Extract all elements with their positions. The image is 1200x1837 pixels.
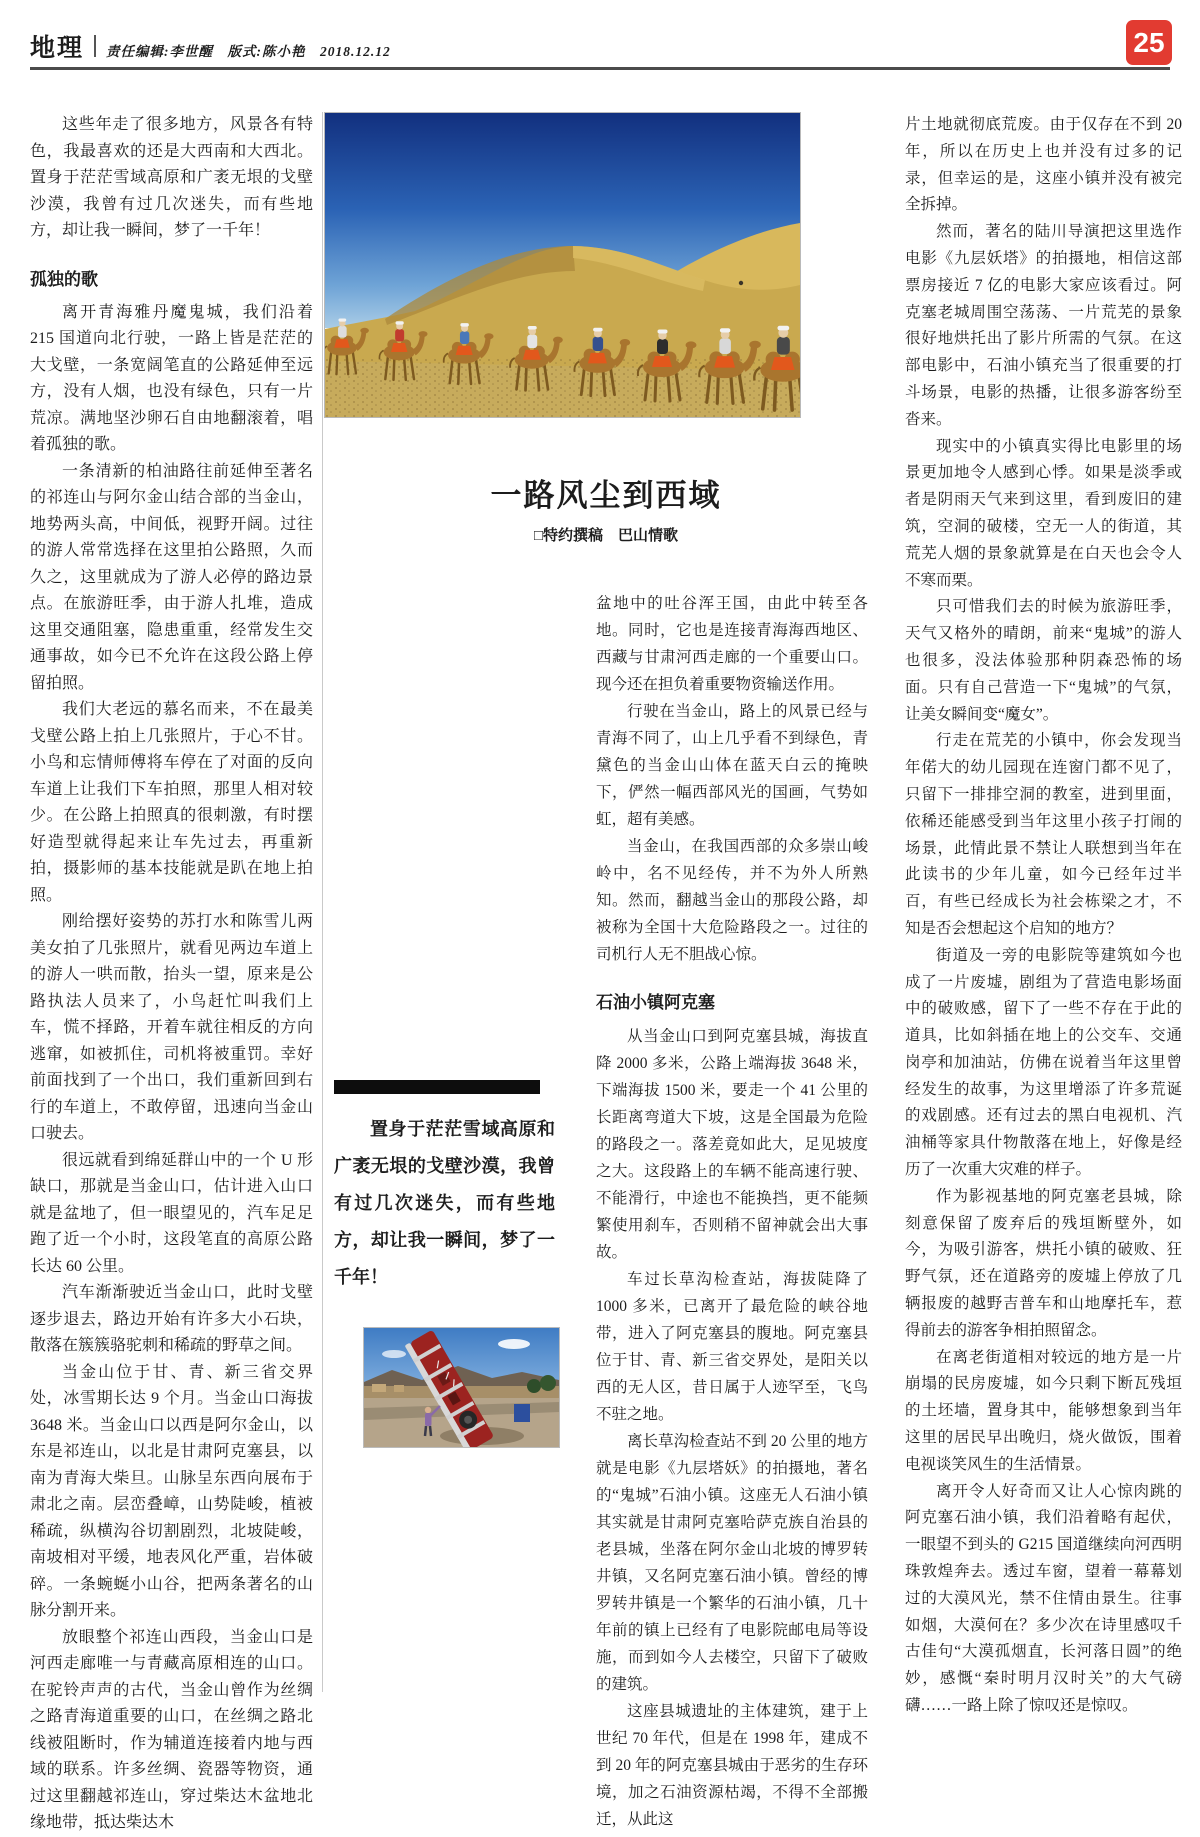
paragraph: 作为影视基地的阿克塞老县城，除刻意保留了废弃后的残垣断壁外，如今，为吸引游客，烘托小镇的破败、狂野气氛，还在道路旁的废墟上停放了几辆报废的越野吉普车和山地摩托车，惹得前去的游客争相拍照留念。 xyxy=(905,1187,1182,1339)
paragraph: 车过长草沟检查站，海拔陡降了 1000 多米，已离开了最危险的峡谷地带，进入了阿克塞县的腹地。阿克塞县位于甘、青、新三省交界处，是阳关以西的无人区，昔日属于人迹罕至，飞鸟不驻之地。 xyxy=(596,1271,868,1423)
paragraph: 离开青海雅丹魔鬼城，我们沿着 215 国道向北行驶，一路上皆是茫茫的大戈壁，一条宽阔笔直的公路延伸至远方，没有人烟，也没有绿色，只有一片荒凉。满地坚沙卵石自由地翻滚着，唱着孤独的歌。 xyxy=(30,303,313,453)
paragraph: 只可惜我们去的时候为旅游旺季，天气又格外的晴朗，前来“鬼城”的游人也很多，没法体验那种阴森恐怖的场面。只有自己营造一下“鬼城”的气氛，让美女瞬间变“魔女”。 xyxy=(905,598,1182,723)
paragraph-continuation: 片土地就彻底荒废。由于仅存在不到 20 年，所以在历史上也并没有过多的记录，但幸运的是，这座小镇并没有被完全拆掉。 xyxy=(905,116,1182,214)
paragraph: 街道及一旁的电影院等建筑如今也成了一片废墟，剧组为了营造电影场面中的破败感，留下了一些不存在于此的道具，比如斜插在地上的公交车、交通岗亭和加油站，仿佛在说着当年这里曾经发生的故事，为这里增添了许多荒诞的戏剧感。还有过去的黑白电视机、汽油桶等家具什物散落在地上，好像是经历了一次重大灾难的样子。 xyxy=(905,946,1182,1179)
blue-panel xyxy=(514,1404,530,1422)
paragraph: 我们大老远的慕名而来，不在最美戈壁公路上拍上几张照片，于心不甘。小鸟和忘情师傅将车停在了对面的反向车道上让我们下车拍照，那里人相对较少。在公路上拍照真的很刺激，有时摆好造型就得起来让车先过去，再重新拍，摄影师的基本技能就是趴在地上拍照。 xyxy=(30,701,313,904)
paragraph: 离长草沟检查站不到 20 公里的地方就是电影《九层塔妖》的拍摄地，著名的“鬼城”石油小镇。这座无人石油小镇其实就是甘肃阿克塞哈萨克族自治县的老县城，坐落在阿尔金山北坡的博罗转井镇，又名阿克塞石油小镇。曾经的博罗转井镇是一个繁华的石油小镇，几十年前的镇上已经有了电影院邮电局等设施，而到如今人去楼空，只留下了破败的建筑。 xyxy=(596,1433,868,1693)
camel-caravan-illustration xyxy=(325,113,800,417)
paragraph: 放眼整个祁连山西段，当金山口是河西走廊唯一与青藏高原相连的山口。在驼铃声声的古代，当金山曾作为丝绸之路青海道重要的山口，在丝绸之路北线被阻断时，作为辅道连接着内地与西域的联系。许多丝绸、瓷器等物资，通过这里翻越祁连山，穿过柴达木盆地北缘地带，抵达柴达木 xyxy=(30,1628,313,1831)
paragraph: 当金山位于甘、青、新三省交界处，冰雪期长达 9 个月。当金山口海拔 3648 米。当金山口以西是阿尔金山，以东是祁连山，以北是甘肃阿克塞县，以南为青海大柴旦。山脉呈东西向展布于肃北之南。层峦叠嶂，山势陡峻，植被稀疏，纵横沟谷切割剧烈，北坡陡峻，南坡相对平缓，地表风化严重，岩体破碎。一条蜿蜒小山谷，把两条著名的山脉分割开来。 xyxy=(30,1363,313,1619)
paragraph: 这座县城遗址的主体建筑，建于上世纪 70 年代，但是在 1998 年，建成不到 20 年的阿克塞县城由于恶劣的生存环境，加之石油资源枯竭，不得不全部搬迁，从此这 xyxy=(596,1703,868,1828)
paragraph: 很远就看到绵延群山中的一个 U 形缺口，那就是当金山口，估计进入山口就是盆地了，但一眼望见的，汽车足足跑了近一个小时，这段笔直的高原公路长达 60 公里。 xyxy=(30,1151,313,1275)
left-column xyxy=(30,112,313,1837)
section-label: 地理 xyxy=(30,34,85,62)
paragraph: 现实中的小镇真实得比电影里的场景更加地令人感到心悸。如果是淡季或者是阴雨天气来到这里，看到废旧的建筑，空洞的破楼，空无一人的街道，其荒芜人烟的景象就算是在白天也会令人不寒而栗。 xyxy=(905,437,1182,589)
pull-quote-text: 置身于茫茫雪域高原和广袤无垠的戈壁沙漠，我曾有过几次迷失，而有些地方，却让我一瞬间，梦了一千年！ xyxy=(334,1119,555,1287)
paragraph: 行驶在当金山，路上的风景已经与青海不同了，山上几乎看不到绿色，青黛色的当金山山体在蓝天白云的掩映下，俨然一幅西部风光的国画，气势如虹，超有美感。 xyxy=(596,703,868,828)
section-heading: 孤独的歌 xyxy=(30,269,98,289)
paragraph: 在离老街道相对较远的地方是一片崩塌的民房废墟，如今只剩下断瓦残垣的土坯墙，置身其中，能够想象到当年这里的居民早出晚归，烧火做饭，围着电视谈笑风生的生活情景。 xyxy=(905,1348,1182,1473)
page-number-badge: 25 xyxy=(1126,20,1172,65)
column-divider xyxy=(322,112,323,1692)
paragraph: 一条清新的柏油路往前延伸至著名的祁连山与阿尔金山结合部的当金山，地势两头高，中间低，视野开阔。过往的游人常常选择在这里拍公路照，久而久之，这里就成为了游人必停的路边景点。在旅游旺季，由于游人扎堆，造成这里交通阻塞，隐患重重，经常发生交通事故，如今已不允许在这段公路上停留拍照。 xyxy=(30,462,313,692)
section-heading: 石油小镇阿克塞 xyxy=(596,993,715,1012)
pull-quote xyxy=(334,1080,555,1296)
masthead-divider xyxy=(94,35,96,57)
paragraph: 离开令人好奇而又让人心惊肉跳的阿克塞石油小镇，我们沿着略有起伏，一眼望不到头的 G215 国道继续向河西明珠敦煌奔去。透过车窗，望着一幕幕划过的大漠风光，禁不住情由景生。往事如烟，大漠何在？多少次在诗里感叹千古佳句“大漠孤烟直，长河落日圆”的绝妙，感慨“秦时明月汉时关”的大气磅礴……一路上除了惊叹还是惊叹。 xyxy=(905,1482,1182,1715)
masthead xyxy=(30,28,391,64)
middle-column xyxy=(596,590,868,1833)
paragraph: 刚给摆好姿势的苏打水和陈雪儿两美女拍了几张照片，就看见两边车道上的游人一哄而散，抬头一望，原来是公路执法人员来了，小鸟赶忙叫我们上车，慌不择路，开着车就往相反的方向逃窜，如被抓住，司机将被重罚。幸好前面找到了一个出口，我们重新回到右行的车道上，不敢停留，迅速向当金山口驶去。 xyxy=(30,913,313,1142)
paragraph: 当金山，在我国西部的众多崇山峻岭中，名不见经传，并不为外人所熟知。然而，翻越当金山的那段公路，却被称为全国十大危险路段之一。过往的司机行人无不胆战心惊。 xyxy=(596,838,868,963)
paragraph: 这些年走了很多地方，风景各有特色，我最喜欢的还是大西南和大西北。置身于茫茫雪域高原和广袤无垠的戈壁沙漠，我曾有过几次迷失，而有些地方，却让我一瞬间，梦了一千年！ xyxy=(30,116,313,239)
paragraph: 然而，著名的陆川导演把这里选作电影《九层妖塔》的拍摄地，相信这部票房接近 7 亿的电影大家应该看过。阿克塞老城周围空荡荡、一片荒芜的景象很好地烘托出了影片所需的气氛。在这部电影中，石油小镇充当了很重要的打斗场景，电影的热播，让很多游客纷至沓来。 xyxy=(905,223,1182,428)
header-rule xyxy=(30,67,1170,70)
article-byline: □特约撰稿 巴山情歌 xyxy=(533,527,679,544)
paragraph-continuation: 盆地中的吐谷浑王国，由此中转至各地。同时，它也是连接青海海西地区、西藏与甘肃河西走廊的一个重要山口。现今还在担负着重要物资输送作用。 xyxy=(596,595,868,693)
paragraph: 汽车渐渐驶近当金山口，此时戈壁逐步退去，路边开始有许多大小石块，散落在簇簇骆驼刺和稀疏的野草之间。 xyxy=(30,1284,313,1354)
paragraph: 行走在荒芜的小镇中，你会发现当年偌大的幼儿园现在连窗门都不见了，只留下一排排空洞的教室，进到里面，依稀还能感受到当年这里小孩子打闹的场景，此情此景不禁让人联想到当年在此读书的少年儿童，如今已经年过半百，有些已经成长为社会栋梁之才，不知是否会想起这个启知的地方？ xyxy=(905,732,1182,937)
article-title: 一路风尘到西域 xyxy=(490,478,722,513)
main-photo-camel-caravan xyxy=(324,112,801,418)
editors-line: 责任编辑:李世醒 版式:陈小艳 2018.12.12 xyxy=(106,44,391,59)
paragraph: 从当金山口到阿克塞县城，海拔直降 2000 多米，公路上端海拔 3648 米，下端海拔 1500 米，要走一个 41 公里的长距离弯道大下坡，这是全国最为危险的路段之一。落差竟如此大，足见坡度之大。这段路上的车辆不能高速行驶、不能滑行，中途也不能换挡，更不能频繁使用刹车，否则稍不留神就会出大事故。 xyxy=(596,1028,868,1261)
pull-quote-bar xyxy=(334,1080,540,1094)
bus-photo xyxy=(363,1327,560,1448)
bus-wreck-illustration xyxy=(364,1328,559,1447)
right-column xyxy=(905,112,1182,1720)
